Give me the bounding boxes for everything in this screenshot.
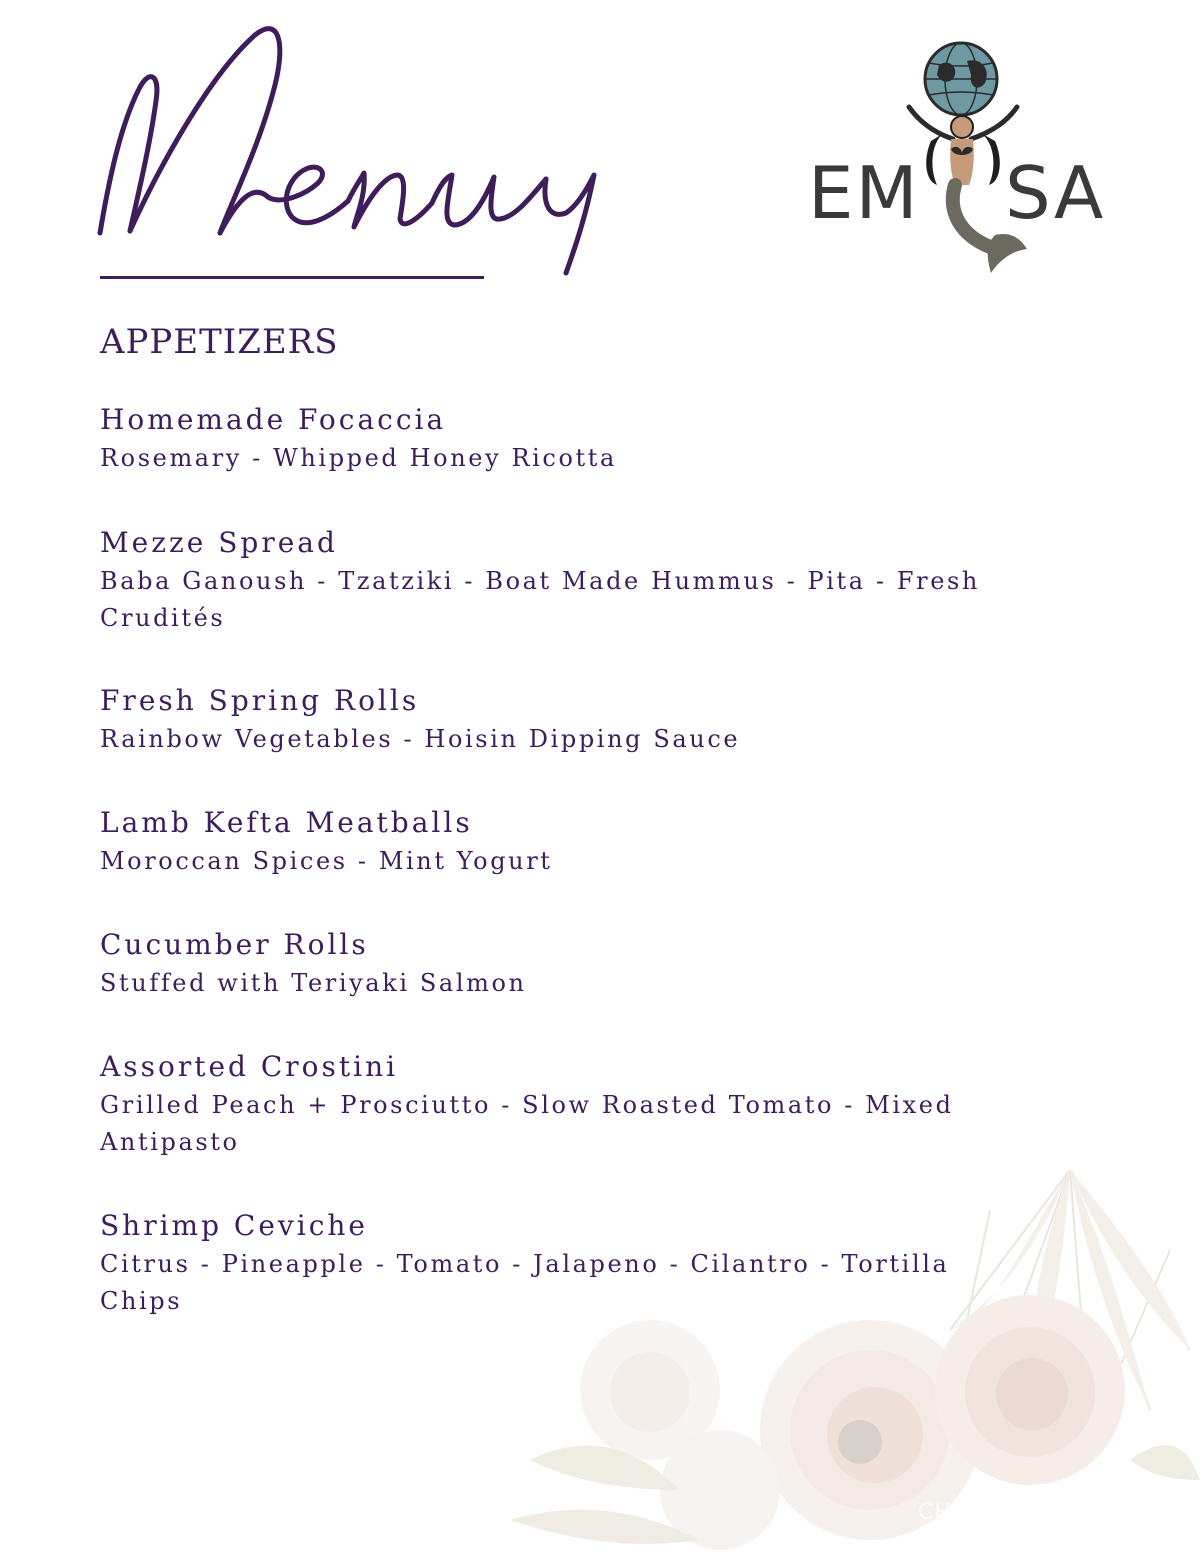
menu-script-title [80,5,610,280]
menu-item-name: Shrimp Ceviche [100,1209,368,1242]
floral-decoration-icon [470,1130,1200,1553]
menu-item [100,683,1020,758]
menu-item-description: Rosemary - Whipped Honey Ricotta [100,444,617,472]
title-underline [100,276,484,279]
menu-item-name: Mezze Spread [100,526,338,559]
menu-item-name: Lamb Kefta Meatballs [100,806,473,839]
menu-item-name: Cucumber Rolls [100,928,369,961]
menu-item [100,402,1020,477]
logo-text-left: EM [808,151,920,235]
menu-item-description: Rainbow Vegetables - Hoisin Dipping Sauce [100,725,741,753]
section-heading-appetizers: APPETIZERS [100,322,339,362]
logo-text-right: SA [1005,151,1106,235]
menu-item-description: Baba Ganoush - Tzatziki - Boat Made Hummus - Pita - Fresh Crudités [100,567,980,632]
menu-item-name: Assorted Crostini [100,1050,399,1083]
menu-item [100,525,1020,637]
menu-item-description: Stuffed with Teriyaki Salmon [100,969,527,997]
emysa-logo [805,35,1115,280]
menu-item-description: Citrus - Pineapple - Tomato - Jalapeno - Cilantro - Tortilla Chips [100,1250,950,1315]
menu-item-description: Grilled Peach + Prosciutto - Slow Roasted Tomato - Mixed Antipasto [100,1091,954,1156]
watermark-text: CHARTER [918,1500,1029,1525]
menu-item [100,805,1020,880]
menu-item-description: Moroccan Spices - Mint Yogurt [100,847,553,875]
menu-item-name: Homemade Focaccia [100,403,447,436]
menu-item-name: Fresh Spring Rolls [100,684,420,717]
menu-item [100,927,1020,1002]
